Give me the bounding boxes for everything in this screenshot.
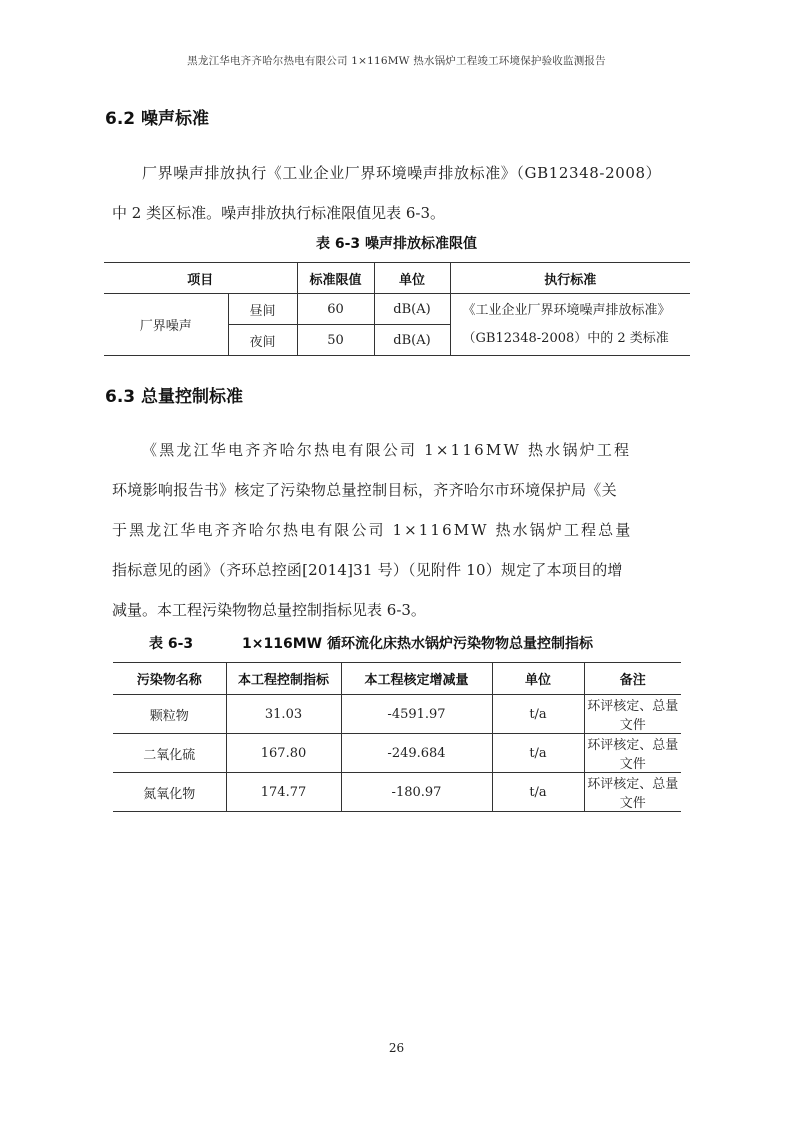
standard-cell: [450, 294, 690, 356]
table-row: [113, 695, 681, 734]
pollutant-name: 氮氧化物: [113, 773, 226, 812]
pollutant-name: 二氧化硫: [113, 734, 226, 773]
noise-standard-table: [104, 262, 690, 356]
table-header-row: [113, 663, 681, 695]
header-limit: 标准限值: [297, 263, 374, 294]
paragraph-noise-line2: 中 2 类区标准。噪声排放执行标准限值见表 6-3。: [112, 204, 446, 222]
table-caption-title: 1×116MW 循环流化床热水锅炉污染物物总量控制指标: [242, 636, 593, 652]
standard-line1: 《工业企业厂界环境噪声排放标准》: [462, 302, 671, 318]
limit-cell: 60: [297, 294, 374, 325]
control-value: 174.77: [226, 773, 341, 812]
header-control: 本工程控制指标: [226, 663, 341, 695]
pollutant-total-control-table: [113, 662, 681, 812]
header-unit: 单位: [492, 663, 584, 695]
paragraph-total-line2: 环境影响报告书》核定了污染物总量控制目标，齐齐哈尔市环境保护局《关: [112, 481, 617, 499]
table-caption-number: 表 6-3: [149, 636, 194, 652]
note-value: 环评核定、总量文件: [584, 773, 681, 812]
period-cell: 夜间: [228, 325, 297, 356]
header-note: 备注: [584, 663, 681, 695]
note-value: 环评核定、总量文件: [584, 695, 681, 734]
paragraph-total-line4: 指标意见的函》（齐环总控函[2014]31 号）（见附件 10）规定了本项目的增: [112, 561, 623, 579]
running-header: 黑龙江华电齐齐哈尔热电有限公司 1×116MW 热水锅炉工程竣工环境保护验收监测报告: [187, 55, 606, 67]
page-number: 26: [388, 1041, 405, 1055]
change-value: -249.684: [341, 734, 492, 773]
unit-cell: dB(A): [374, 325, 450, 356]
period-cell: 昼间: [228, 294, 297, 325]
unit-value: t/a: [492, 695, 584, 734]
table-header-row: [104, 263, 690, 294]
table-row: [104, 294, 690, 325]
header-pollutant: 污染物名称: [113, 663, 226, 695]
table-row: [113, 773, 681, 812]
unit-value: t/a: [492, 734, 584, 773]
table-row: [113, 734, 681, 773]
paragraph-total-line5: 减量。本工程污染物物总量控制指标见表 6-3。: [112, 601, 426, 619]
change-value: -4591.97: [341, 695, 492, 734]
paragraph-total-line3: 于黑龙江华电齐齐哈尔热电有限公司 1×116MW 热水锅炉工程总量: [112, 521, 633, 539]
unit-value: t/a: [492, 773, 584, 812]
table-caption-noise: 表 6-3 噪声排放标准限值: [315, 236, 478, 252]
header-item: 项目: [104, 263, 297, 294]
change-value: -180.97: [341, 773, 492, 812]
note-value: 环评核定、总量文件: [584, 734, 681, 773]
pollutant-name: 颗粒物: [113, 695, 226, 734]
header-unit: 单位: [374, 263, 450, 294]
control-value: 167.80: [226, 734, 341, 773]
standard-line2: （GB12348-2008）中的 2 类标准: [462, 330, 669, 346]
limit-cell: 50: [297, 325, 374, 356]
section-heading-6-3: 6.3 总量控制标准: [105, 387, 244, 407]
paragraph-total-line1: 《黑龙江华电齐齐哈尔热电有限公司 1×116MW 热水锅炉工程: [142, 441, 632, 459]
control-value: 31.03: [226, 695, 341, 734]
unit-cell: dB(A): [374, 294, 450, 325]
section-heading-6-2: 6.2 噪声标准: [105, 109, 210, 129]
header-change: 本工程核定增减量: [341, 663, 492, 695]
paragraph-noise-line1: 厂界噪声排放执行《工业企业厂界环境噪声排放标准》（GB12348-2008）: [142, 164, 662, 182]
header-standard: 执行标准: [450, 263, 690, 294]
group-label: 厂界噪声: [104, 294, 228, 356]
